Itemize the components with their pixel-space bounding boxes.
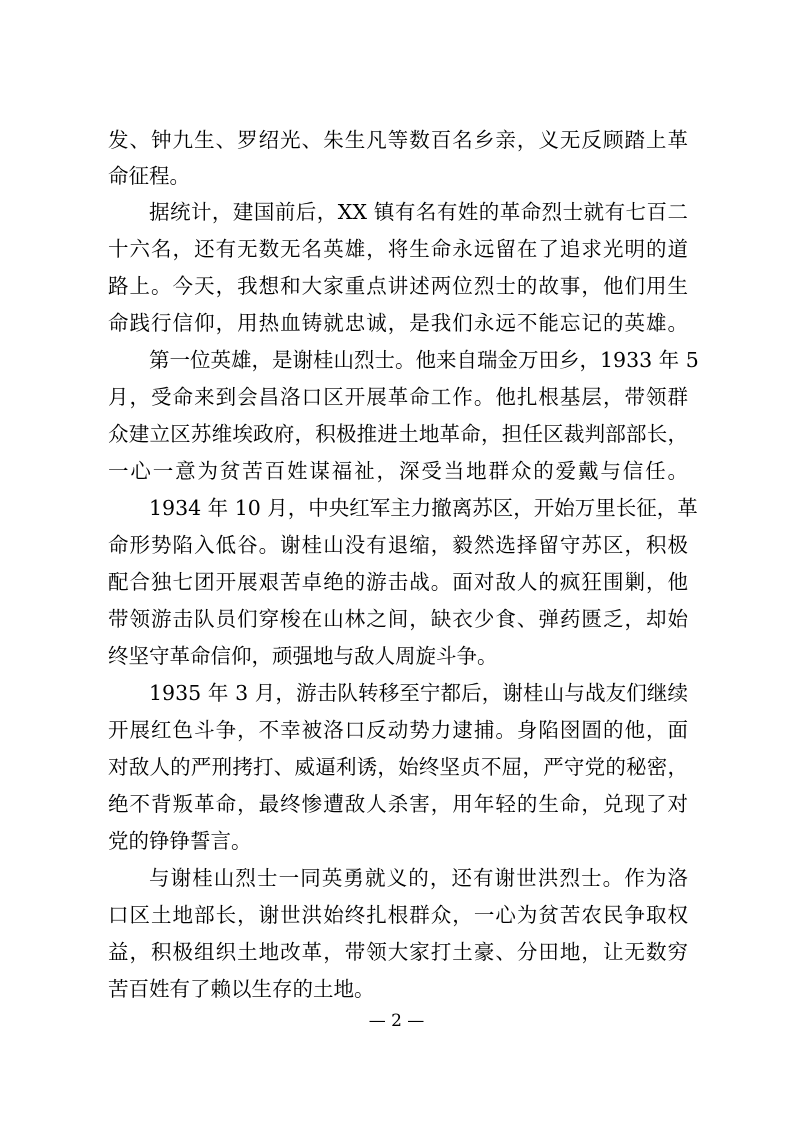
page-number: — 2 — xyxy=(368,1011,425,1031)
text-line: 第一位英雄，是谢桂山烈士。他来自瑞金万田乡，1933 年 5 xyxy=(149,348,699,372)
text-line: 据统计，建国前后，XX 镇有名有姓的革命烈士就有七百二 xyxy=(149,200,688,224)
text-line: 党的铮铮誓言。 xyxy=(108,829,252,853)
text-line: 发、钟九生、罗绍光、朱生凡等数百名乡亲，义无反顾踏上革 xyxy=(108,128,688,152)
text-line: 对敌人的严刑拷打、威逼利诱，始终坚贞不屈，严守党的秘密， xyxy=(108,755,688,779)
text-line: 与谢桂山烈士一同英勇就义的，还有谢世洪烈士。作为洛 xyxy=(149,866,688,890)
text-line: 益，积极组织土地改革，带领大家打土豪、分田地，让无数穷 xyxy=(108,940,688,964)
text-line: 命践行信仰，用热血铸就忠诚，是我们永远不能忘记的英雄。 xyxy=(108,311,688,335)
text-line: 绝不背叛革命，最终惨遭敌人杀害，用年轻的生命，兑现了对 xyxy=(108,792,688,816)
text-line: 带领游击队员们穿梭在山林之间，缺衣少食、弹药匮乏，却始 xyxy=(108,607,688,631)
text-line: 命形势陷入低谷。谢桂山没有退缩，毅然选择留守苏区，积极 xyxy=(108,533,688,557)
text-line: 月，受命来到会昌洛口区开展革命工作。他扎根基层，带领群 xyxy=(108,385,688,409)
text-line: 一心一意为贫苦百姓谋福祉，深受当地群众的爱戴与信任。 xyxy=(108,459,688,483)
text-line: 十六名，还有无数无名英雄，将生命永远留在了追求光明的道 xyxy=(108,237,688,261)
text-line: 配合独七团开展艰苦卓绝的游击战。面对敌人的疯狂围剿，他 xyxy=(108,570,688,594)
text-line: 终坚守革命信仰，顽强地与敌人周旋斗争。 xyxy=(108,644,498,668)
text-line: 命征程。 xyxy=(108,164,190,188)
text-line: 苦百姓有了赖以生存的土地。 xyxy=(108,977,375,1001)
text-line: 众建立区苏维埃政府，积极推进土地革命，担任区裁判部部长， xyxy=(108,422,688,446)
text-line: 开展红色斗争，不幸被洛口反动势力逮捕。身陷囹圄的他，面 xyxy=(108,718,688,742)
text-line: 1934 年 10 月，中央红军主力撤离苏区，开始万里长征，革 xyxy=(149,496,698,520)
text-line: 口区土地部长，谢世洪始终扎根群众，一心为贫苦农民争取权 xyxy=(108,903,688,927)
text-line: 1935 年 3 月，游击队转移至宁都后，谢桂山与战友们继续 xyxy=(149,681,688,705)
text-line: 路上。今天，我想和大家重点讲述两位烈士的故事，他们用生 xyxy=(108,274,688,298)
